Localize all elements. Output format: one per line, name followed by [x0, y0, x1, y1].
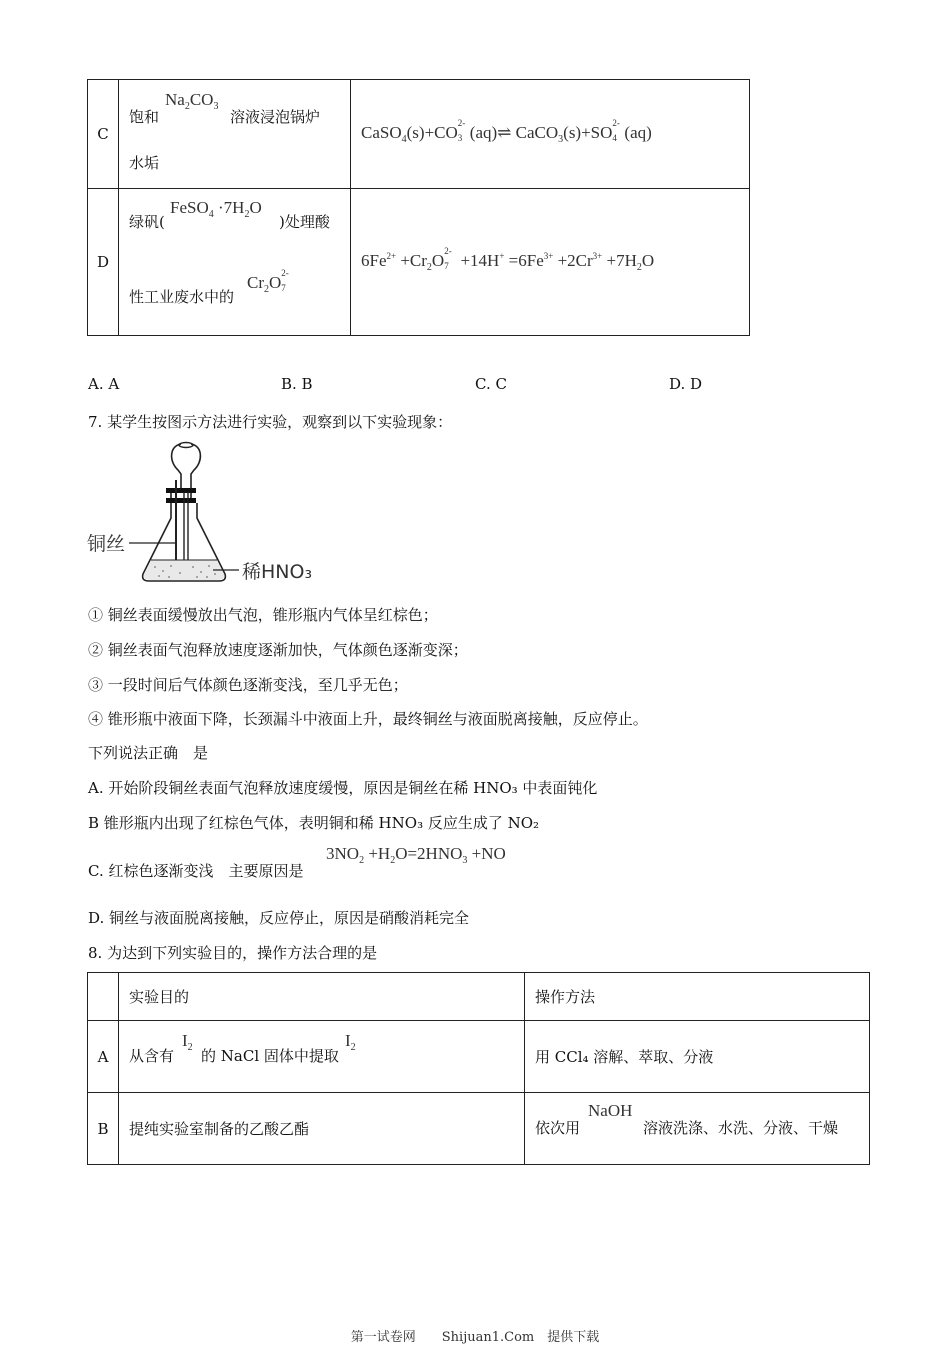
formula-naoh: NaOH: [588, 1101, 633, 1120]
row-equation: [351, 80, 750, 189]
row-method: [525, 1093, 870, 1165]
formula-i2: $I_2$: [345, 1031, 356, 1053]
q7-option-d: D. 铜丝与液面脱离接触，反应停止，原因是硝酸消耗完全: [88, 909, 470, 927]
row-label: A: [88, 1021, 119, 1093]
option-a: A. A: [88, 375, 120, 393]
row-equation: [351, 189, 750, 336]
desc-post: 溶液浸泡锅炉: [230, 108, 321, 126]
q7-option-a: A. 开始阶段铜丝表面气泡释放速度缓慢，原因是铜丝在稀 HNO₃ 中表面钝化: [88, 779, 598, 797]
desc-post: )处理酸: [279, 213, 330, 231]
option-c: C. C: [475, 375, 507, 393]
experiment-table: [87, 972, 870, 1165]
method-post: 溶液洗涤、水洗、分液、干燥: [643, 1119, 839, 1137]
row-label: C: [88, 80, 119, 189]
purpose-mid: 的 NaCl 固体中提取: [201, 1047, 339, 1065]
row-purpose: [119, 1021, 525, 1093]
table-row: [88, 80, 750, 189]
purpose-pre: 从含有: [129, 1047, 175, 1065]
header-purpose: 实验目的: [119, 973, 525, 1021]
desc-line2: 性工业废水中的: [129, 288, 235, 306]
row-description: [119, 80, 351, 189]
table-row: [88, 189, 750, 336]
observation-2: ② 铜丝表面气泡释放速度逐渐加快，气体颜色逐渐变深；: [88, 641, 468, 659]
formula-feso4: FeSO$_4$ $\cdot 7H_2O$: [170, 198, 262, 220]
desc-pre: 饱和: [129, 108, 160, 126]
desc-pre: 绿矾(: [129, 213, 165, 231]
page-footer: 第一试卷网 Shijuan1.Com 提供下载: [350, 1330, 600, 1345]
equation-c: CaSO$_4$(s)+CO 2- 3 (aq)⇌ CaCO$_3$(s)+SO 2- 4 (aq): [361, 118, 652, 145]
observation-1: ① 铜丝表面缓慢放出气泡，锥形瓶内气体呈红棕色；: [88, 606, 438, 624]
option-d: D. D: [669, 375, 703, 393]
table-header-row: [88, 973, 870, 1021]
q8-stem: 8. 为达到下列实验目的，操作方法合理的是: [88, 944, 378, 962]
row-purpose: 提纯实验室制备的乙酸乙酯: [119, 1093, 525, 1165]
header-method: 操作方法: [525, 973, 870, 1021]
wire-label: 铜丝: [87, 533, 126, 555]
q7-question: 下列说法正确 是: [88, 744, 209, 762]
option-b: B. B: [281, 375, 313, 393]
q7-option-c: C. 红棕色逐渐变浅 主要原因是: [88, 862, 304, 880]
answer-table: [87, 79, 750, 336]
q7-stem: 7. 某学生按图示方法进行实验，观察到以下实验现象：: [88, 413, 453, 431]
row-description: [119, 189, 351, 336]
desc-line2: 水垢: [129, 154, 160, 172]
formula-cr2o7: $Cr_2O$ 2- 7: [247, 268, 289, 295]
formula-i2: $I_2$: [182, 1031, 193, 1053]
row-label: D: [88, 189, 119, 336]
equation-d: $6Fe^{2+} +Cr_2O$ 2- 7 $+14H^+ =6Fe^{3+} +2Cr^{3+} +7H_2O$: [361, 246, 655, 273]
row-label: B: [88, 1093, 119, 1165]
observation-4: ④ 锥形瓶中液面下降，长颈漏斗中液面上升，最终铜丝与液面脱离接触，反应停止。: [88, 710, 648, 728]
method-pre: 依次用: [535, 1119, 581, 1137]
acid-label: 稀HNO₃: [242, 561, 313, 583]
table-row: [88, 1093, 870, 1165]
observation-3: ③ 一段时间后气体颜色逐渐变浅，至几乎无色；: [88, 676, 408, 694]
table-row: [88, 1021, 870, 1093]
formula-na2co3: $Na_2CO_3$: [165, 90, 219, 112]
q7-option-c-formula: $3NO_2 +H_2O=2HNO_3 +NO$: [326, 844, 506, 866]
row-method: 用 CCl₄ 溶解、萃取、分液: [525, 1021, 870, 1093]
q7-option-b: B 锥形瓶内出现了红棕色气体，表明铜和稀 HNO₃ 反应生成了 NO₂: [88, 814, 540, 832]
apparatus-figure: [85, 440, 325, 590]
